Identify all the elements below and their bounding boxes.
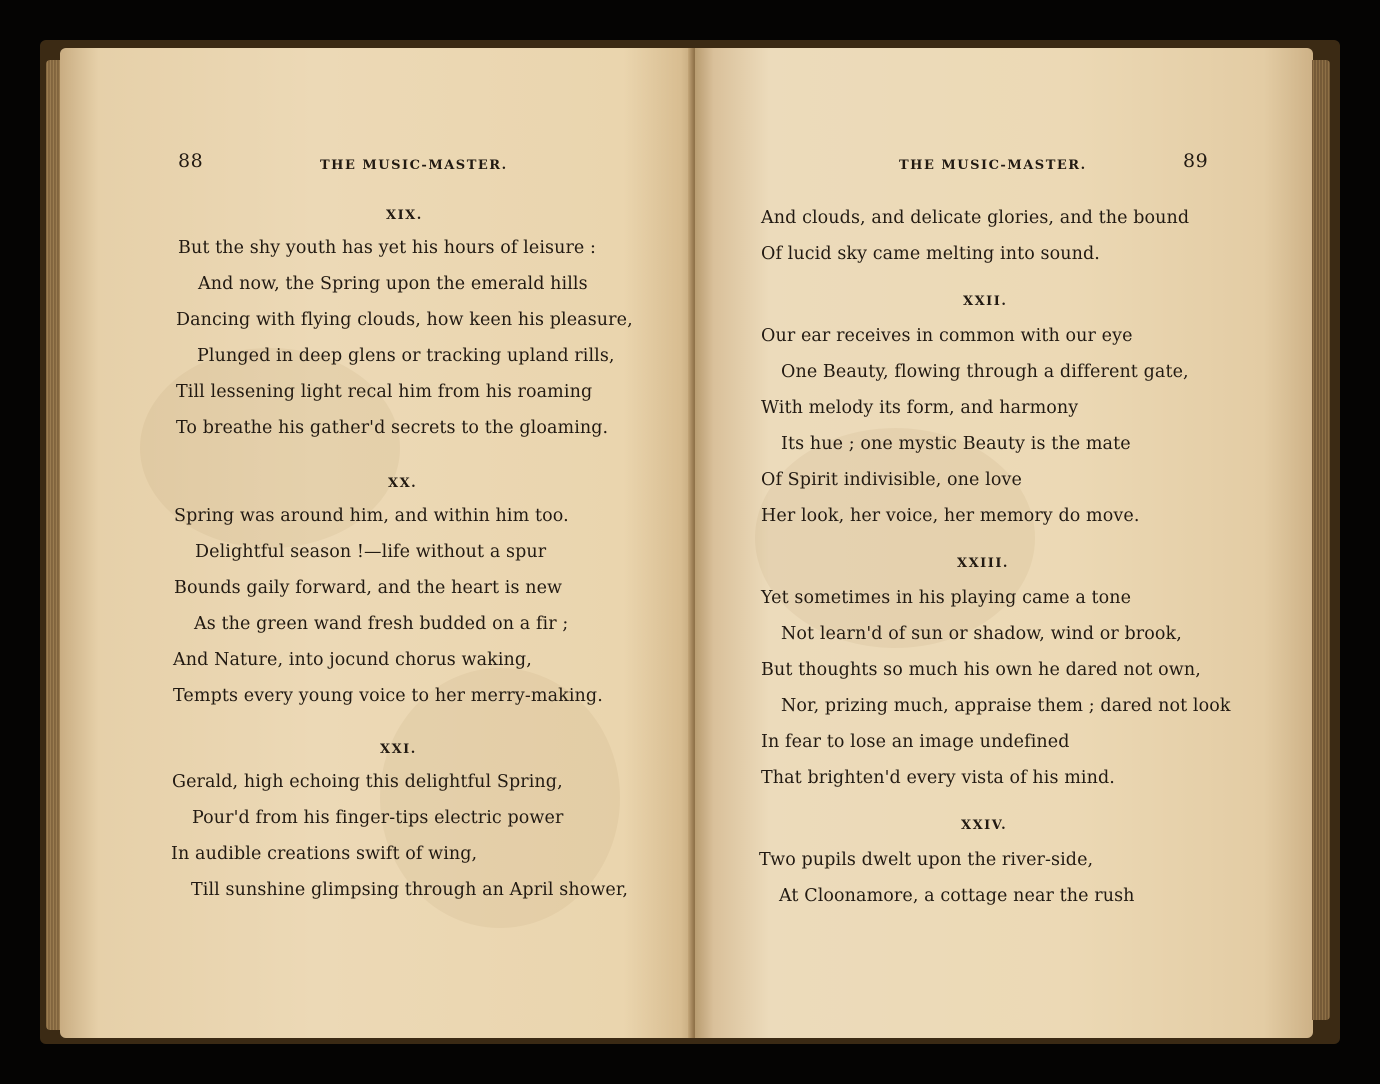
verse-line: Its hue ; one mystic Beauty is the mate [781,434,1131,454]
stanza-number: XIX. [386,208,423,223]
verse-line: Till sunshine glimpsing through an April shower, [191,880,629,900]
verse-line: Gerald, high echoing this delightful Spring, [172,772,563,792]
verse-line: Nor, prizing much, appraise them ; dared not look [781,696,1231,716]
right-page [695,48,1313,1038]
verse-line: As the green wand fresh budded on a fir ; [194,614,569,634]
verse-line: Tempts every young voice to her merry-making. [173,686,603,706]
running-head: THE MUSIC-MASTER. [899,158,1087,173]
verse-line: In fear to lose an image undefined [761,732,1070,752]
verse-line: Not learn'd of sun or shadow, wind or brook, [781,624,1182,644]
stanza-number: XXII. [963,294,1008,309]
stanza-number: XXI. [380,742,417,757]
verse-line: In audible creations swift of wing, [171,844,478,864]
verse-line: That brighten'd every vista of his mind. [761,768,1115,788]
stanza-number: XXIII. [957,556,1009,571]
page-edges-right [1312,60,1330,1020]
stanza-number: XXIV. [961,818,1008,833]
verse-line: Our ear receives in common with our eye [761,326,1133,346]
verse-line: But thoughts so much his own he dared not own, [761,660,1201,680]
verse-line: With melody its form, and harmony [761,398,1079,418]
verse-line: And clouds, and delicate glories, and the bound [761,208,1190,228]
verse-line: At Cloonamore, a cottage near the rush [779,886,1135,906]
verse-line: Yet sometimes in his playing came a tone [761,588,1132,608]
verse-line: Delightful season !—life without a spur [195,542,547,562]
verse-line: Dancing with flying clouds, how keen his pleasure, [176,310,633,330]
verse-line: To breathe his gather'd secrets to the gloaming. [176,418,609,438]
verse-line: But the shy youth has yet his hours of leisure : [178,238,597,258]
verse-line: Spring was around him, and within him too. [174,506,569,526]
verse-line: And Nature, into jocund chorus waking, [173,650,532,670]
left-page [60,48,700,1038]
verse-line: Of lucid sky came melting into sound. [761,244,1100,264]
verse-line: Plunged in deep glens or tracking upland rills, [197,346,615,366]
verse-line: Till lessening light recal him from his roaming [176,382,593,402]
running-head: THE MUSIC-MASTER. [320,158,508,173]
verse-line: Of Spirit indivisible, one love [761,470,1022,490]
verse-line: Her look, her voice, her memory do move. [761,506,1140,526]
verse-line: Two pupils dwelt upon the river-side, [759,850,1094,870]
verse-line: Pour'd from his finger-tips electric power [192,808,564,828]
page-number: 89 [1183,150,1209,172]
stanza-number: XX. [388,476,418,491]
page-number: 88 [178,150,204,172]
verse-line: And now, the Spring upon the emerald hills [198,274,588,294]
verse-line: Bounds gaily forward, and the heart is new [174,578,563,598]
open-book [40,40,1340,1044]
paper-stain [755,428,1035,648]
verse-line: One Beauty, flowing through a different gate, [781,362,1189,382]
